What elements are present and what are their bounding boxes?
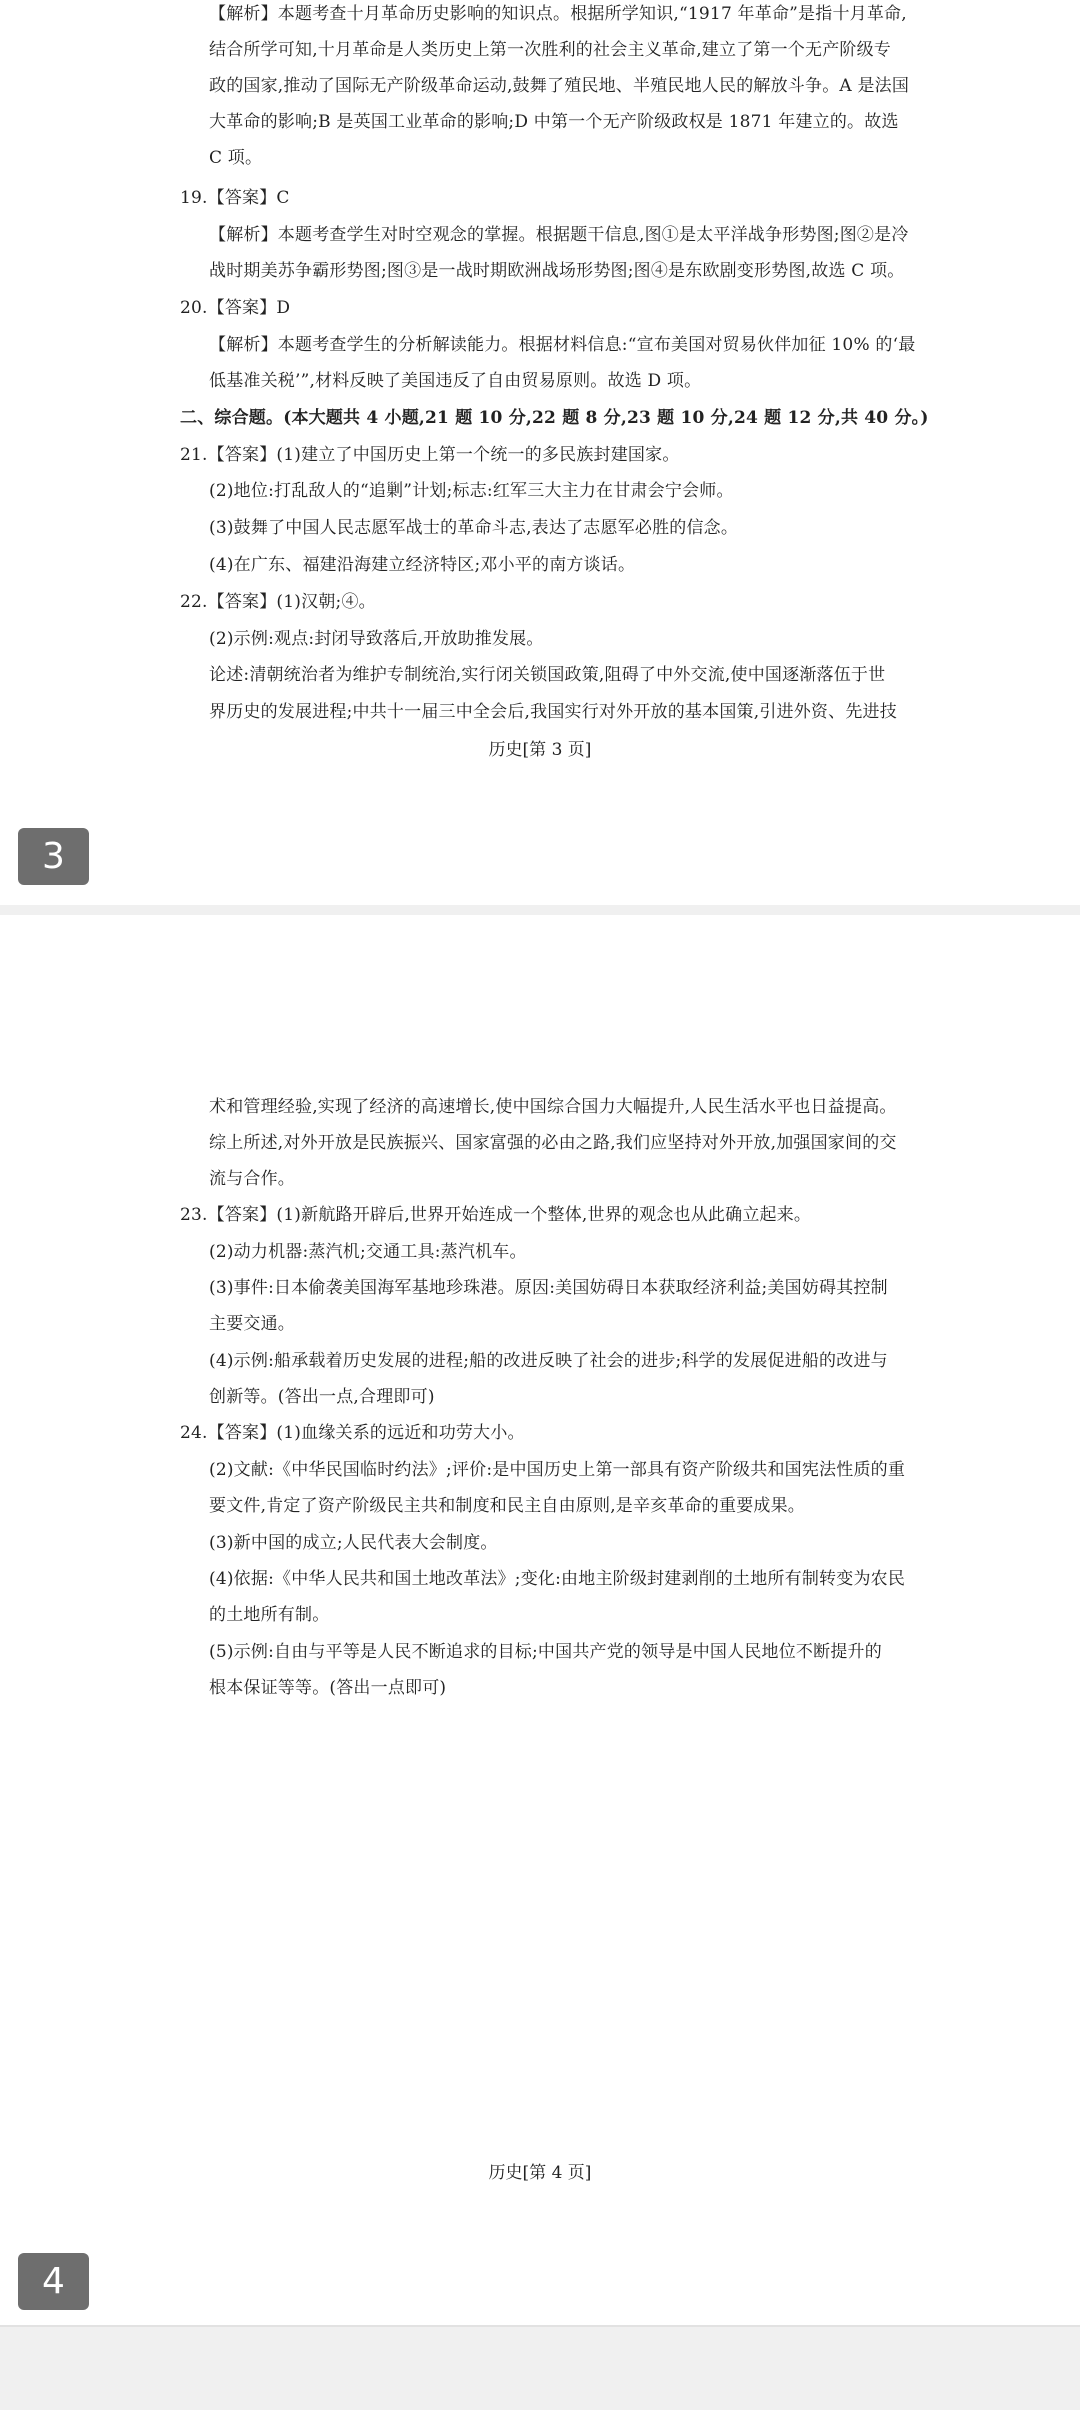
document-page-3	[0, 0, 1080, 905]
text-line: 政的国家,推动了国际无产阶级革命运动,鼓舞了殖民地、半殖民地人民的解放斗争。A 是法国	[209, 76, 910, 96]
text-line: (5)示例:自由与平等是人民不断追求的目标;中国共产党的领导是中国人民地位不断提升的	[209, 1642, 882, 1662]
page-footer: 历史[第 4 页]	[488, 2163, 592, 2183]
text-line: (4)在广东、福建沿海建立经济特区;邓小平的南方谈话。	[209, 555, 636, 575]
page-number-badge: 4	[18, 2253, 89, 2310]
text-line: 大革命的影响;B 是英国工业革命的影响;D 中第一个无产阶级政权是 1871 年建立的。故选	[209, 112, 899, 132]
document-page-4	[0, 915, 1080, 2325]
text-line: (2)文献:《中华民国临时约法》;评价:是中国历史上第一部具有资产阶级共和国宪法性质的重	[209, 1460, 906, 1480]
text-line: (3)事件:日本偷袭美国海军基地珍珠港。原因:美国妨碍日本获取经济利益;美国妨碍其控制	[209, 1278, 888, 1298]
text-line: 流与合作。	[209, 1169, 295, 1189]
text-line: 战时期美苏争霸形势图;图③是一战时期欧洲战场形势图;图④是东欧剧变形势图,故选 C 项。	[209, 261, 905, 281]
text-line: 术和管理经验,实现了经济的高速增长,使中国综合国力大幅提升,人民生活水平也日益提高。	[209, 1097, 897, 1117]
text-line: 界历史的发展进程;中共十一届三中全会后,我国实行对外开放的基本国策,引进外资、先进技	[209, 702, 897, 722]
page-separator	[0, 2325, 1080, 2410]
answer-20: 20.【答案】D	[180, 298, 291, 318]
page-separator	[0, 905, 1080, 915]
text-line: (3)新中国的成立;人民代表大会制度。	[209, 1533, 498, 1553]
text-line: (2)动力机器:蒸汽机;交通工具:蒸汽机车。	[209, 1242, 527, 1262]
text-line: (2)示例:观点:封闭导致落后,开放助推发展。	[209, 629, 544, 649]
answer-23: 23.【答案】(1)新航路开辟后,世界开始连成一个整体,世界的观念也从此确立起来。	[180, 1205, 812, 1225]
text-line: (2)地位:打乱敌人的“追剿”计划;标志:红军三大主力在甘肃会宁会师。	[209, 481, 734, 501]
text-line: 【解析】本题考查学生的分析解读能力。根据材料信息:“宣布美国对贸易伙伴加征 10% 的‘最	[209, 335, 916, 355]
text-line: 结合所学可知,十月革命是人类历史上第一次胜利的社会主义革命,建立了第一个无产阶级专	[209, 40, 892, 60]
answer-24: 24.【答案】(1)血缘关系的远近和功劳大小。	[180, 1423, 525, 1443]
text-line: (4)示例:船承载着历史发展的进程;船的改进反映了社会的进步;科学的发展促进船的改进与	[209, 1351, 888, 1371]
section-heading: 二、综合题。(本大题共 4 小题,21 题 10 分,22 题 8 分,23 题 10 分,24 题 12 分,共 40 分。)	[180, 408, 929, 428]
text-line: 【解析】本题考查学生对时空观念的掌握。根据题干信息,图①是太平洋战争形势图;图②是冷	[209, 225, 909, 245]
page-footer: 历史[第 3 页]	[488, 740, 592, 760]
page-number-badge: 3	[18, 828, 89, 885]
answer-19: 19.【答案】C	[180, 188, 290, 208]
text-line: 低基准关税’”,材料反映了美国违反了自由贸易原则。故选 D 项。	[209, 371, 702, 391]
text-line: 综上所述,对外开放是民族振兴、国家富强的必由之路,我们应坚持对外开放,加强国家间的交	[209, 1133, 897, 1153]
text-line: C 项。	[209, 148, 263, 168]
text-line: 主要交通。	[209, 1314, 295, 1334]
text-line: 创新等。(答出一点,合理即可)	[209, 1387, 435, 1407]
text-line: 的土地所有制。	[209, 1605, 330, 1625]
answer-21: 21.【答案】(1)建立了中国历史上第一个统一的多民族封建国家。	[180, 445, 680, 465]
text-line: (4)依据:《中华人民共和国土地改革法》;变化:由地主阶级封建剥削的土地所有制转变为农民	[209, 1569, 906, 1589]
answer-22: 22.【答案】(1)汉朝;④。	[180, 592, 376, 612]
text-line: 根本保证等等。(答出一点即可)	[209, 1678, 447, 1698]
text-line: 要文件,肯定了资产阶级民主共和制度和民主自由原则,是辛亥革命的重要成果。	[209, 1496, 806, 1516]
text-line: 【解析】本题考查十月革命历史影响的知识点。根据所学知识,“1917 年革命”是指十月革命,	[209, 4, 907, 24]
text-line: 论述:清朝统治者为维护专制统治,实行闭关锁国政策,阻碍了中外交流,使中国逐渐落伍于世	[209, 665, 886, 685]
text-line: (3)鼓舞了中国人民志愿军战士的革命斗志,表达了志愿军必胜的信念。	[209, 518, 739, 538]
